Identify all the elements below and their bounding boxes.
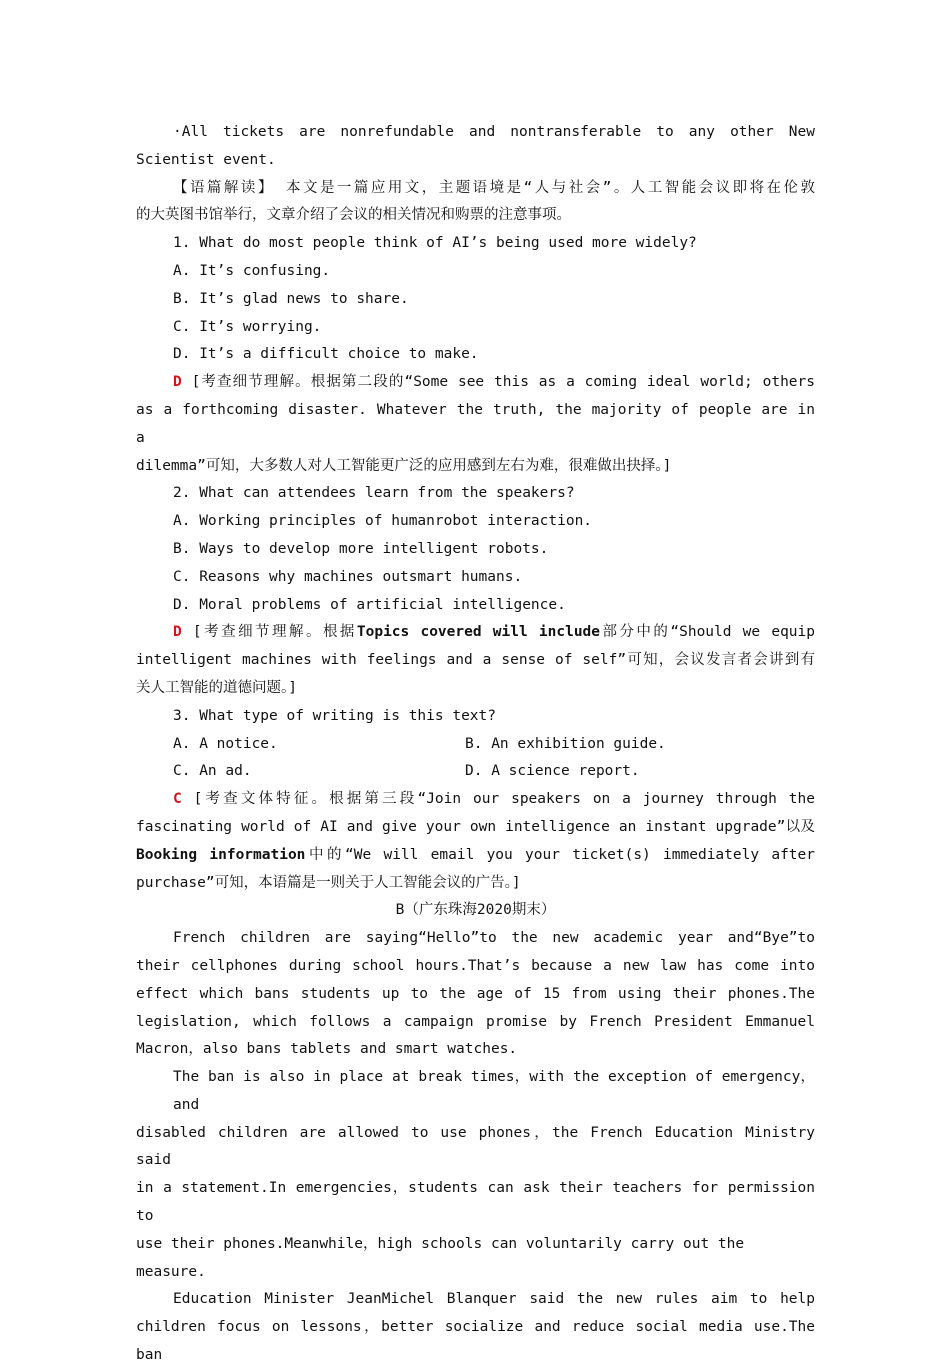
explanation-line: intelligent machines with feelings and a sense of self”可知，会议发言者会讲到有 <box>136 652 815 669</box>
question-3-answer: C <box>173 791 182 808</box>
question-2-option-c: C. Reasons why machines outsmart humans. <box>173 568 523 585</box>
explanation-line: dilemma”可知，大多数人对人工智能更广泛的应用感到左右为难，很难做出抉择。] <box>136 457 672 474</box>
passage-line: disabled children are allowed to use phones，the French Education Ministry said <box>136 1124 815 1169</box>
question-3-option-a: A. A notice. <box>173 735 278 752</box>
question-1-answer: D <box>173 374 182 391</box>
bold-section-ref: Topics covered will include <box>356 624 601 641</box>
question-3-options-row <box>136 731 815 759</box>
question-2-answer: D <box>173 624 182 641</box>
bold-section-ref: Booking information <box>136 846 306 863</box>
passage-line: Education Minister JeanMichel Blanquer said the new rules aim to help <box>173 1291 815 1308</box>
question-3-stem: 3. What type of writing is this text? <box>173 707 497 724</box>
question-2-option-d: D. Moral problems of artificial intelligence. <box>173 596 566 613</box>
question-3-option-d: D. A science report. <box>465 763 640 780</box>
passage-line: children focus on lessons，better socialize and reduce social media use.The ban <box>136 1319 815 1364</box>
question-2-option-b: B. Ways to develop more intelligent robots. <box>173 540 549 557</box>
question-3-options-row <box>136 758 815 786</box>
ticket-note-line: ·All tickets are nonrefundable and nontransferable to any other New <box>173 124 815 140</box>
reading-intro-line: 的大英图书馆举行，文章介绍了会议的相关情况和购票的注意事项。 <box>136 207 571 224</box>
explanation-line: purchase”可知，本语篇是一则关于人工智能会议的广告。] <box>136 874 521 891</box>
question-1-explanation: D [考查细节理解。根据第二段的“Some see this as a coming ideal world; others <box>173 374 815 391</box>
passage-line: effect which bans students up to the age of 15 from using their phones.The <box>136 985 815 1002</box>
question-1-stem: 1. What do most people think of AI’s being used more widely? <box>173 235 697 252</box>
question-1-option-a: A. It’s confusing. <box>173 262 331 279</box>
explanation-line: 关人工智能的道德问题。] <box>136 679 297 696</box>
passage-line: French children are saying“Hello”to the new academic year and“Bye”to <box>173 930 815 947</box>
passage-line: in a statement.In emergencies，students can ask their teachers for permission to <box>136 1180 815 1225</box>
question-2-option-a: A. Working principles of humanrobot interaction. <box>173 513 593 530</box>
explanation-line: fascinating world of AI and give your own intelligence an instant upgrade”以及 <box>136 818 815 835</box>
question-2-explanation: D [考查细节理解。根据Topics covered will include部分中的“Should we equip <box>173 624 815 641</box>
question-1-option-b: B. It’s glad news to share. <box>173 290 409 307</box>
passage-line: The ban is also in place at break times，with the exception of emergency，and <box>173 1069 815 1113</box>
section-b-heading: B（广东珠海2020期末） <box>395 902 556 919</box>
explanation-line: Booking information中的“We will email you your ticket(s) immediately after <box>136 846 815 863</box>
question-3-option-c: C. An ad. <box>173 763 252 780</box>
question-3-explanation: C [考查文体特征。根据第三段“Join our speakers on a journey through the <box>173 791 815 808</box>
question-1-option-c: C. It’s worrying. <box>173 318 322 335</box>
passage-line: use their phones.Meanwhile，high schools can voluntarily carry out the measure. <box>136 1235 745 1280</box>
passage-line: their cellphones during school hours.That’s because a new law has come into <box>136 957 815 974</box>
passage-line: Macron，also bans tablets and smart watches. <box>136 1041 518 1058</box>
explanation-line: as a forthcoming disaster. Whatever the truth, the majority of people are in a <box>136 401 815 446</box>
document-page <box>136 119 815 1370</box>
question-2-stem: 2. What can attendees learn from the speakers? <box>173 485 575 502</box>
reading-intro-label: 【语篇解读】 <box>173 179 275 196</box>
reading-intro: 【语篇解读】 本文是一篇应用文，主题语境是“人与社会”。人工智能会议即将在伦敦 <box>173 179 815 196</box>
question-3-option-b: B. An exhibition guide. <box>465 735 666 752</box>
question-1-option-d: D. It’s a difficult choice to make. <box>173 346 479 363</box>
ticket-note-line: Scientist event. <box>136 151 276 168</box>
passage-line: legislation, which follows a campaign promise by French President Emmanuel <box>136 1013 815 1030</box>
